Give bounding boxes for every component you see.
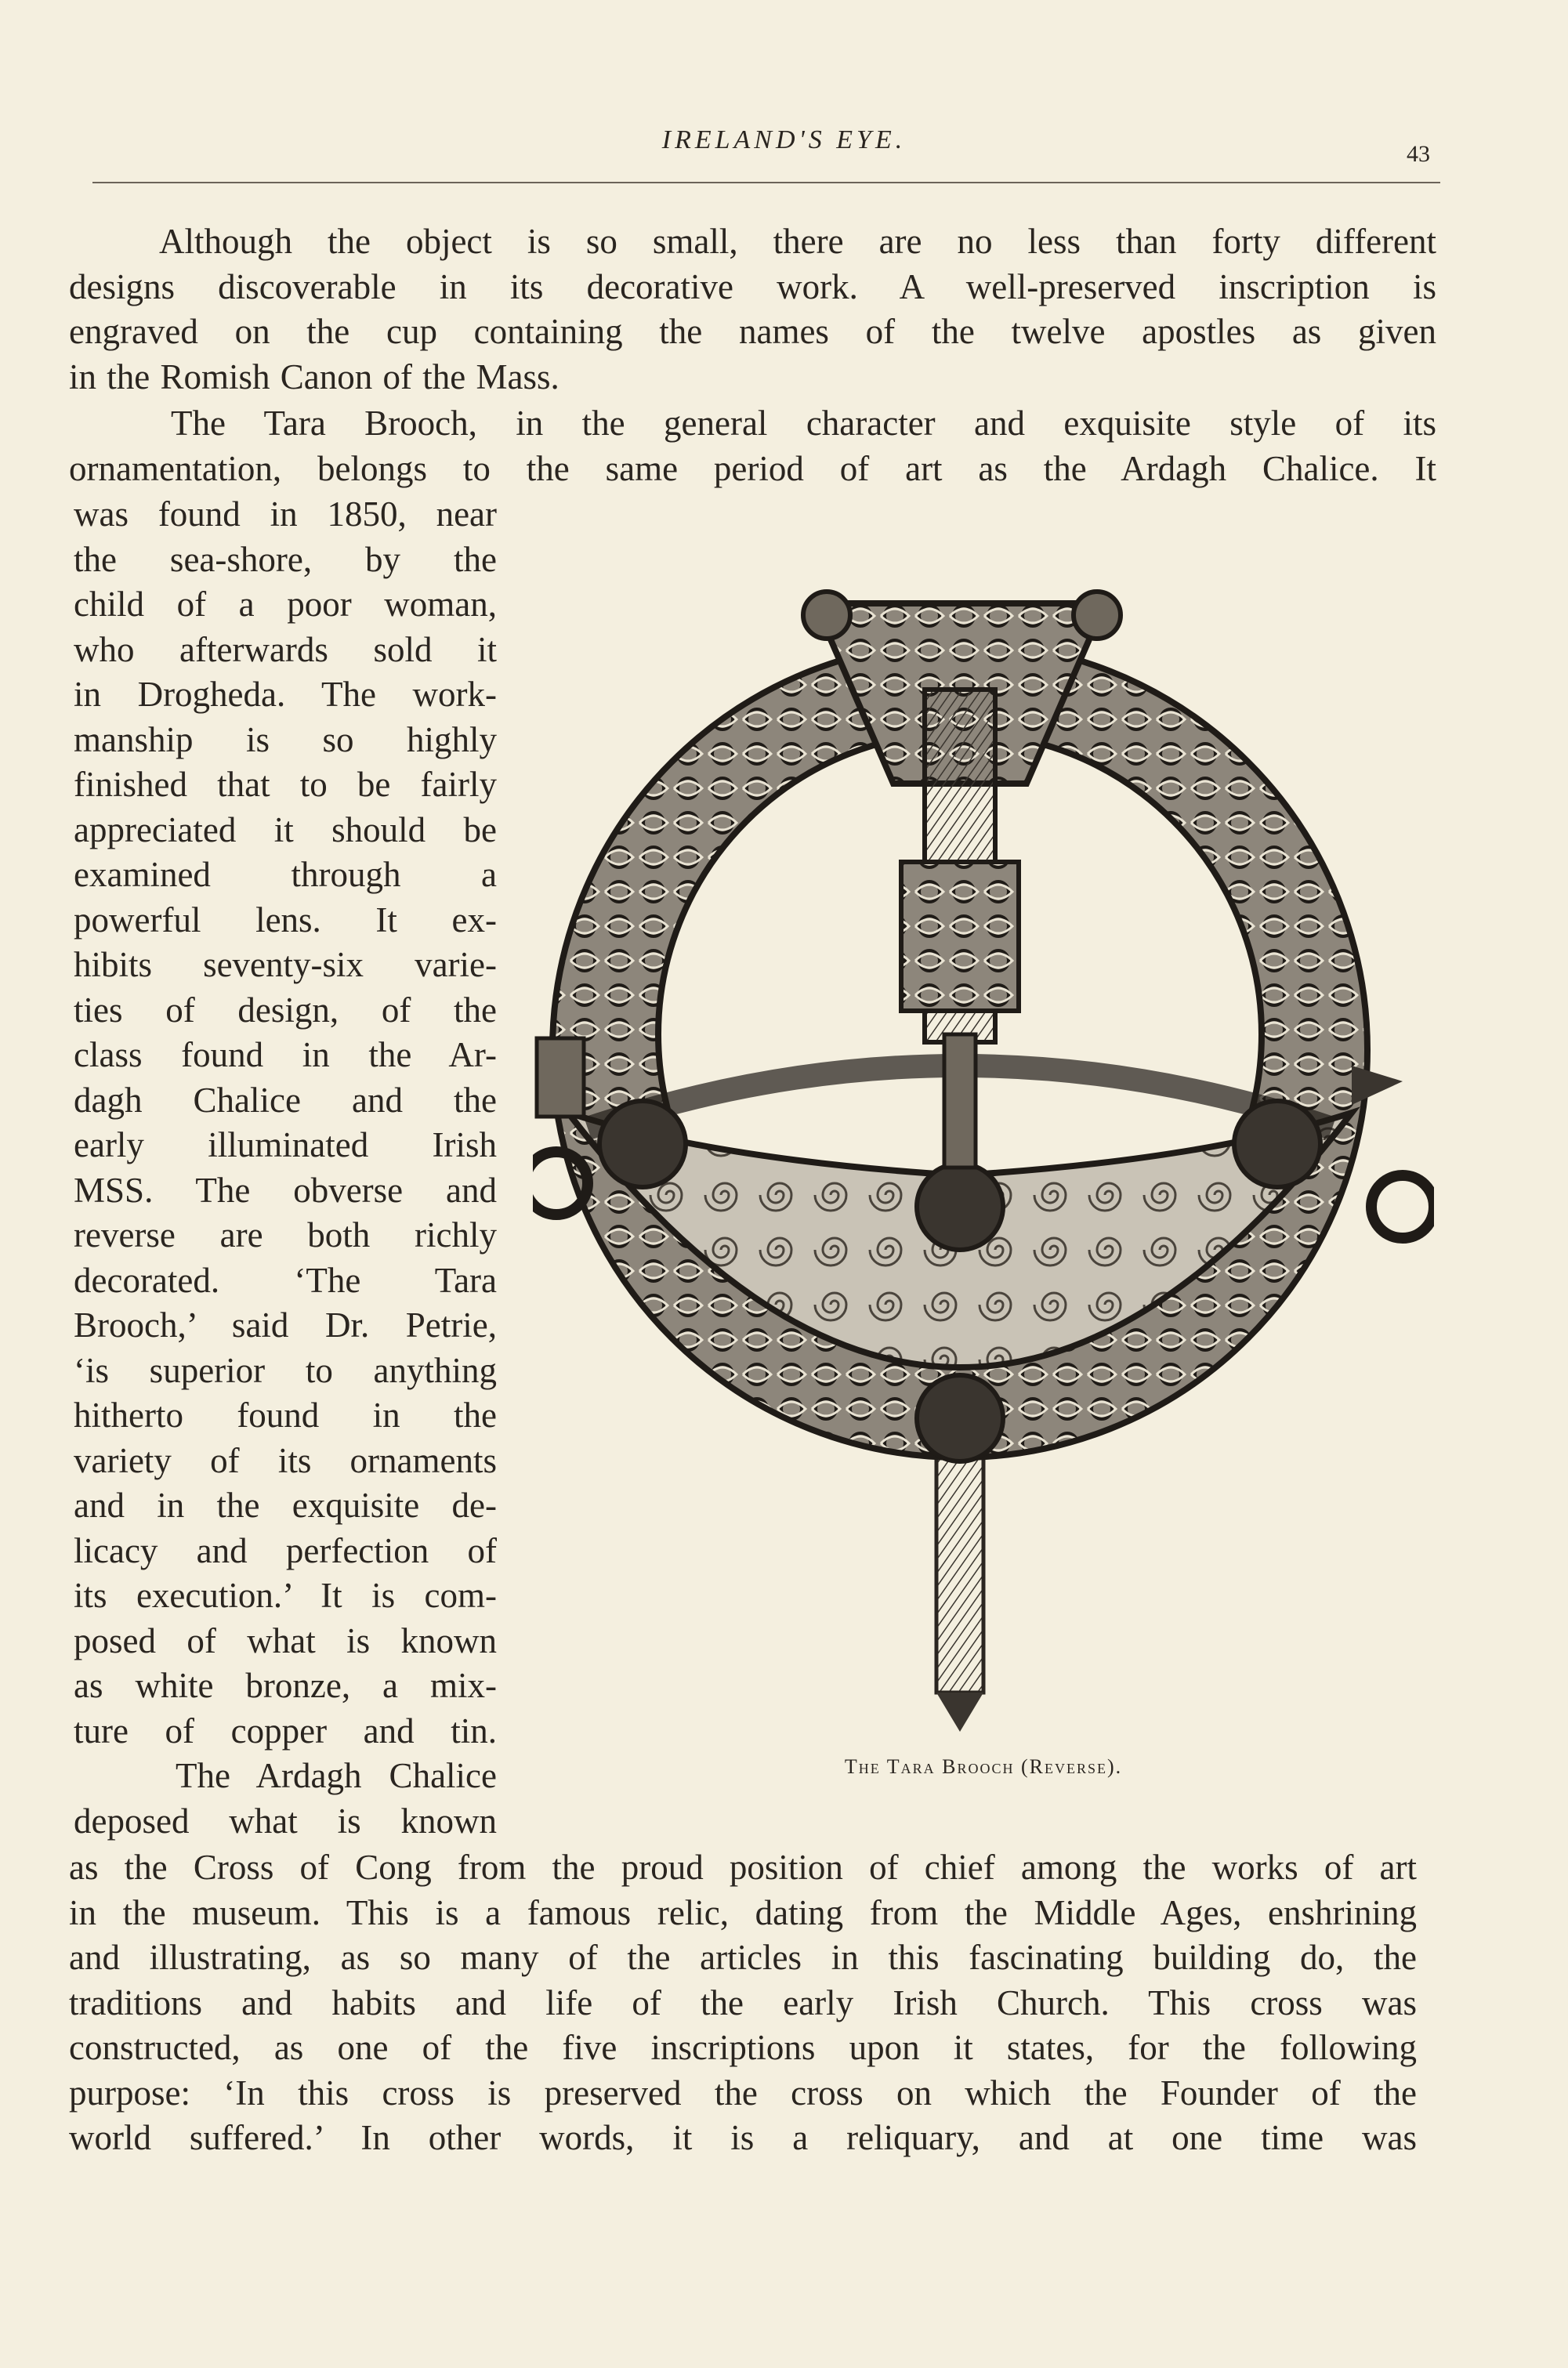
text-line: finished that to be fairly bbox=[74, 765, 497, 804]
text-line: reverse are both richly bbox=[74, 1215, 497, 1255]
header-rule bbox=[92, 182, 1440, 183]
text-line: designs discoverable in its decorative work. A well-preserved inscription is bbox=[69, 266, 1436, 306]
text-line: manship is so highly bbox=[74, 719, 497, 759]
text-line: was found in 1850, near bbox=[74, 494, 497, 534]
text-line: licacy and perfection of bbox=[74, 1530, 497, 1570]
text-line: Brooch,’ said Dr. Petrie, bbox=[74, 1305, 497, 1345]
text-line: powerful lens. It ex- bbox=[74, 900, 497, 940]
text-line: ‘is superior to anything bbox=[74, 1350, 497, 1390]
left-text-column bbox=[74, 492, 497, 1844]
text-line: The Tara Brooch, in the general character and exquisite style of its bbox=[171, 404, 1436, 443]
text-line: hitherto found in the bbox=[74, 1396, 497, 1435]
figure-caption: The Tara Brooch (Reverse). bbox=[844, 1755, 1123, 1778]
text-line: traditions and habits and life of the early Irish Church. This cross was bbox=[69, 1982, 1417, 2022]
text-line: its execution.’ It is com- bbox=[74, 1576, 497, 1615]
text-line: The Ardagh Chalice bbox=[176, 1756, 497, 1795]
text-line: and in the exquisite de- bbox=[74, 1486, 497, 1525]
text-line: decorated. ‘The Tara bbox=[74, 1260, 497, 1300]
text-line: early illuminated Irish bbox=[74, 1125, 497, 1164]
paragraph-2-opening bbox=[69, 401, 1436, 491]
page-number: 43 bbox=[1407, 141, 1430, 167]
text-line: as the Cross of Cong from the proud position of chief among the works of art bbox=[69, 1848, 1417, 1887]
text-line: in Drogheda. The work- bbox=[74, 675, 497, 714]
text-line: purpose: ‘In this cross is preserved the cross on which the Founder of the bbox=[69, 2073, 1417, 2113]
text-line: child of a poor woman, bbox=[74, 585, 497, 624]
text-line: the sea-shore, by the bbox=[74, 539, 497, 579]
text-line: world suffered.’ In other words, it is a reliquary, and at one time was bbox=[69, 2118, 1417, 2157]
text-line: deposed what is known bbox=[74, 1801, 497, 1841]
text-line: hibits seventy-six varie- bbox=[74, 945, 497, 984]
text-line: who afterwards sold it bbox=[74, 629, 497, 669]
text-line: ties of design, of the bbox=[74, 990, 497, 1030]
text-line: MSS. The obverse and bbox=[74, 1170, 497, 1210]
text-line: ornamentation, belongs to the same period of art as the Ardagh Chalice. It bbox=[69, 448, 1436, 488]
text-line: as white bronze, a mix- bbox=[74, 1666, 497, 1705]
text-line: Although the object is so small, there are no less than forty different bbox=[159, 222, 1436, 261]
text-line: class found in the Ar- bbox=[74, 1035, 497, 1074]
text-line: appreciated it should be bbox=[74, 809, 497, 849]
tara-brooch-illustration bbox=[533, 564, 1434, 1740]
text-line: and illustrating, as so many of the articles in this fascinating building do, the bbox=[69, 1938, 1417, 1977]
running-title: IRELAND'S EYE. bbox=[661, 125, 907, 154]
text-line: engraved on the cup containing the names of the twelve apostles as given bbox=[69, 312, 1436, 351]
tara-brooch-icon bbox=[533, 564, 1434, 1740]
text-line: in the Romish Canon of the Mass. bbox=[69, 357, 559, 396]
paragraph-1 bbox=[69, 219, 1436, 400]
paragraph-3-continuation bbox=[69, 1845, 1417, 2161]
text-line: constructed, as one of the five inscriptions upon it states, for the following bbox=[69, 2028, 1417, 2067]
text-line: ture of copper and tin. bbox=[74, 1711, 497, 1751]
text-line: posed of what is known bbox=[74, 1620, 497, 1660]
text-line: examined through a bbox=[74, 855, 497, 894]
text-line: dagh Chalice and the bbox=[74, 1080, 497, 1120]
text-line: in the museum. This is a famous relic, dating from the Middle Ages, enshrining bbox=[69, 1892, 1417, 1932]
text-line: variety of its ornaments bbox=[74, 1440, 497, 1480]
